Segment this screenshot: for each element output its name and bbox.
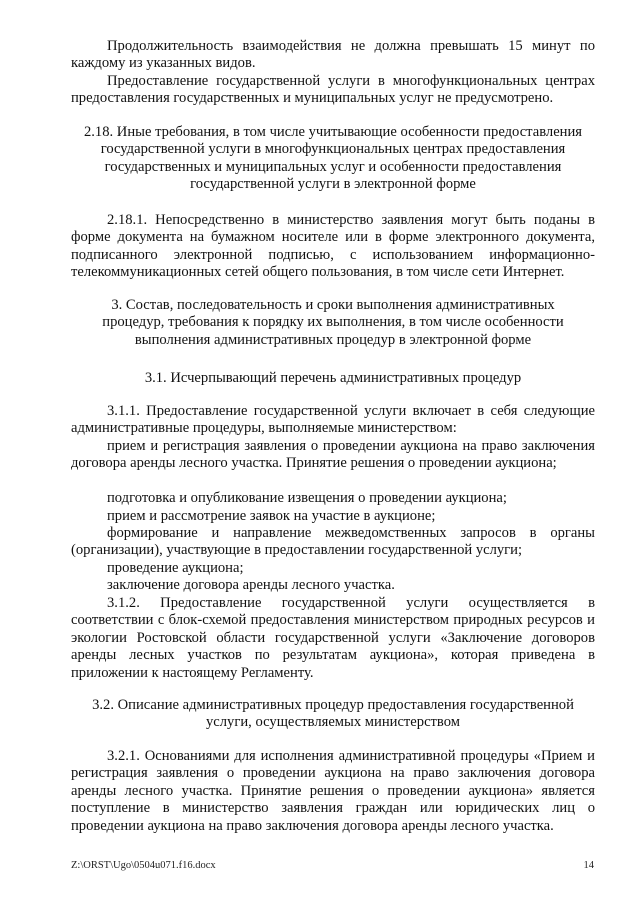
heading-3-2: 3.2. Описание административных процедур предоставления государственной услуги, осуществляемых министерством bbox=[92, 697, 574, 731]
paragraph-2-18-1: 2.18.1. Непосредственно в министерство заявления могут быть поданы в форме документа на бумажном носителе или в форме электронного документа, подписанного электронной подписью, с использованием информационно-телекоммуникационных сетей общего пользования, в том числе сети Интернет. bbox=[71, 212, 595, 281]
heading-2-18: 2.18. Иные требования, в том числе учитывающие особенности предоставления государственной услуги в многофункциональных центрах предоставления государственных и муниципальных услуг и особенности предоставления государственной услуги в электронной форме bbox=[83, 124, 583, 193]
paragraph-3-2-1: 3.2.1. Основаниями для исполнения административной процедуры «Прием и регистрация заявления о проведении аукциона на право заключения договора аренды лесного участка. Принятие решения о проведении аукциона» является поступление в министерство заявления граждан или юридических лиц о проведении аукциона на право заключения договора аренды лесного участка. bbox=[71, 748, 595, 834]
list-item-contract: заключение договора аренды лесного участка. bbox=[107, 577, 395, 593]
heading-3-1: 3.1. Исчерпывающий перечень административных процедур bbox=[144, 370, 522, 386]
paragraph-3-1-1: 3.1.1. Предоставление государственной услуги включает в себя следующие административные процедуры, выполняемые министерством: bbox=[71, 403, 595, 437]
list-item-publication: подготовка и опубликование извещения о проведении аукциона; bbox=[107, 490, 507, 506]
paragraph-3-1-2: 3.1.2. Предоставление государственной услуги осуществляется в соответствии с блок-схемой предоставления министерством природных ресурсов и экологии Ростовской области государственной услуги «Заключение договоров аренды лесных участков по результатам аукциона», которая приведена в приложении к настоящему Регламенту. bbox=[71, 595, 595, 681]
list-item-requests: формирование и направление межведомственных запросов в органы (организации), участвующие в предоставлении государственной услуги; bbox=[71, 525, 595, 559]
list-item-reception: прием и регистрация заявления о проведении аукциона на право заключения договора аренды лесного участка. Принятие решения о проведении аукциона; bbox=[71, 438, 595, 472]
paragraph-duration: Продолжительность взаимодействия не должна превышать 15 минут по каждому из указанных видов. bbox=[71, 38, 595, 72]
list-item-applications: прием и рассмотрение заявок на участие в аукционе; bbox=[107, 508, 436, 524]
page-number: 14 bbox=[583, 860, 594, 871]
footer-file-path: Z:\ORST\Ugo\0504u071.f16.docx bbox=[71, 860, 216, 871]
heading-section-3: 3. Состав, последовательность и сроки выполнения административных процедур, требования к порядку их выполнения, в том числе особенности выполнения административных процедур в электронной форме bbox=[102, 297, 564, 348]
list-item-auction: проведение аукциона; bbox=[107, 560, 244, 576]
paragraph-mfc: Предоставление государственной услуги в многофункциональных центрах предоставления государственных и муниципальных услуг не предусмотрено. bbox=[71, 73, 595, 107]
